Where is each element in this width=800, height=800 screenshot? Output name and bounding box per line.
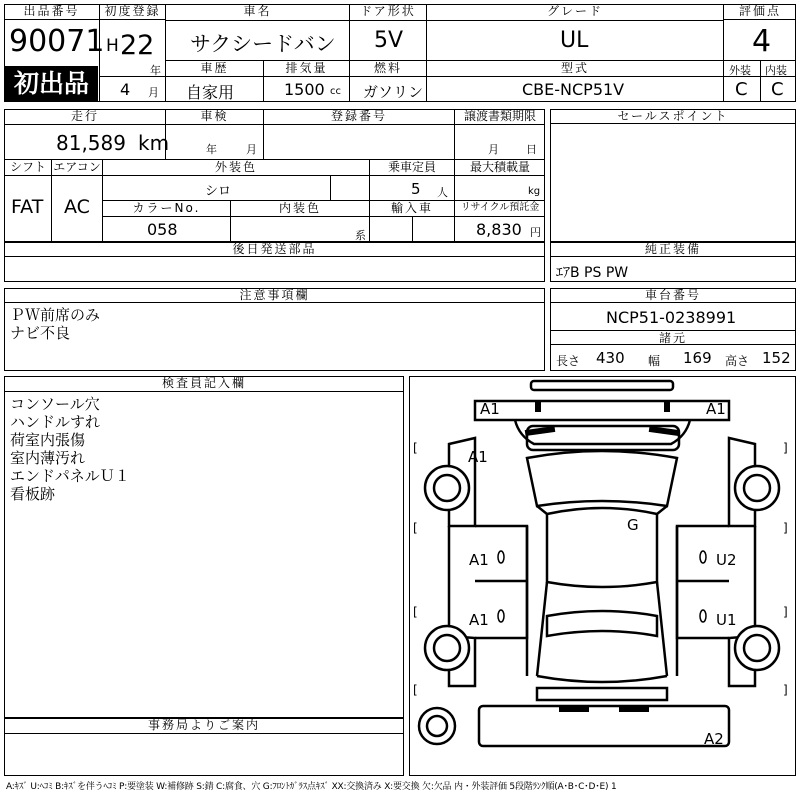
recycle-label: リサイクル預託金 [460,202,540,213]
bracket-open: [ [413,683,418,697]
int-color-unit: 系 [355,229,366,242]
recycle-unit: 円 [530,226,541,239]
dims-label: 諸元 [550,331,796,345]
equipment-label: 純正装備 [550,242,796,257]
mark-front-left: A1 [480,400,500,418]
first-listing-badge: 初出品 [5,66,98,101]
exterior-label: 外装 [729,64,751,77]
grade: UL [560,28,589,53]
mileage-unit: km [138,131,170,155]
grade-label: グレード [546,4,603,18]
ac: AC [64,196,90,218]
transfer-label: 譲渡書類期限 [463,109,536,123]
history-label: 車歴 [200,61,229,75]
height-value: 152 [762,349,791,367]
first-reg-label: 初度登録 [100,4,165,20]
fuel: ガソリン [363,83,424,101]
bracket-open: [ [413,605,418,619]
max-load-unit: kg [528,186,541,197]
mark-door-rl: A1 [469,611,489,629]
shift-label: シフト [9,160,46,174]
mileage: 81,589 [56,131,126,155]
bracket-close: ] [783,605,788,619]
car-name: サクシードバン [190,32,336,56]
inspector-line: 荷室内張傷 [10,431,86,449]
int-color-label: 内装色 [278,201,321,215]
mark-door-fr: U2 [716,551,737,569]
chassis-label: 車台番号 [550,288,796,303]
car-outline [409,376,796,776]
max-load-label: 最大積載量 [469,160,530,174]
model: CBE-NCP51V [522,80,625,99]
score-label: 評価点 [724,4,796,20]
fuel-label: 燃料 [373,61,402,75]
interior-label: 内装 [765,64,787,77]
notes-line: ナビ不良 [10,324,71,342]
interior-grade: C [771,79,784,100]
bracket-close: ] [783,441,788,455]
transfer-month-unit: 月 [488,143,499,156]
chassis-number: NCP51-0238991 [606,308,737,327]
inspection-month-unit: 月 [246,143,257,156]
year-unit: 年 [150,64,161,77]
displacement-unit: cc [330,86,341,97]
door-type: 5V [374,28,404,53]
first-reg-year: 22 [120,30,155,61]
import-label: 輸入車 [390,201,433,215]
month-unit: 月 [148,86,159,99]
mark-door-rr: U1 [716,611,737,629]
inspector-line: エンドパネルＵ１ [10,467,130,485]
recycle-amount: 8,830 [476,220,522,239]
inspector-lines [10,395,130,503]
exterior-grade: C [735,79,748,100]
color-no-label: カラーNo. [132,201,201,215]
capacity-label: 乗車定員 [387,160,436,174]
bracket-open: [ [413,521,418,535]
length-value: 430 [596,349,625,367]
door-label: ドア形状 [360,4,416,18]
score: 4 [752,24,772,59]
mark-windshield: G [627,516,639,534]
width-value: 169 [683,349,712,367]
mark-door-fl: A1 [469,551,489,569]
inspector-line: コンソール穴 [10,395,100,413]
sales-point-label: セールスポイント [550,109,796,124]
era-prefix: H [106,36,119,56]
inspector-line: ハンドルすれ [10,413,101,431]
capacity: 5 [411,180,421,198]
inspector-label: 検査員記入欄 [4,376,404,392]
equipment-value: ｴｱB PS PW [556,265,629,281]
mark-front-right: A1 [706,400,726,418]
lot-label: 出品番号 [4,4,99,20]
width-label: 幅 [648,354,661,368]
car-name-label: 車名 [243,4,272,18]
first-reg-month: 4 [120,80,131,99]
mark-hood-left: A1 [468,448,488,466]
bracket-open: [ [413,441,418,455]
displacement: 1500 [284,80,325,99]
length-label: 長さ [556,354,581,368]
ac-label: エアコン [53,160,101,174]
notes-line: ＰＷ前席のみ [10,306,101,324]
bracket-close: ] [783,521,788,535]
capacity-unit: 人 [437,186,448,199]
displacement-label: 排気量 [285,61,328,75]
later-parts-label: 後日発送部品 [4,242,545,257]
notes-label: 注意事項欄 [4,288,545,303]
mileage-label: 走行 [70,109,99,123]
mark-rear: A2 [704,730,724,748]
shift: FAT [11,196,44,218]
plate-label: 登録番号 [330,109,387,123]
height-label: 高さ [725,354,750,368]
sales-point-box [550,109,796,242]
history: 自家用 [186,83,235,102]
color-no: 058 [147,220,178,239]
inspector-line: 看板跡 [10,485,56,503]
bracket-close: ] [783,683,788,697]
inspector-line: 室内薄汚れ [10,449,86,467]
color-label: 外装色 [214,160,257,174]
inspection-label: 車検 [200,109,229,123]
transfer-day-unit: 日 [526,143,537,156]
legend: A:ｷｽﾞ U:ﾍｺﾐ B:ｷｽﾞを伴うﾍｺﾐ P:要塗装 W:補修跡 S:錆 C:腐食、穴 G:ﾌﾛﾝﾄｶﾞﾗｽ点ｷｽﾞ XX:交換済み X:要交換 欠:欠品 内・外装評価 5段階ﾗﾝｸ順(A･B･C･D･E) 1 [6,782,617,792]
inspection-year-unit: 年 [206,143,217,156]
color: シロ [205,184,232,199]
office-label: 事務局よりご案内 [4,718,404,734]
notes-lines [10,306,100,342]
lot-number: 90071 [9,24,105,59]
model-label: 型式 [560,61,589,75]
